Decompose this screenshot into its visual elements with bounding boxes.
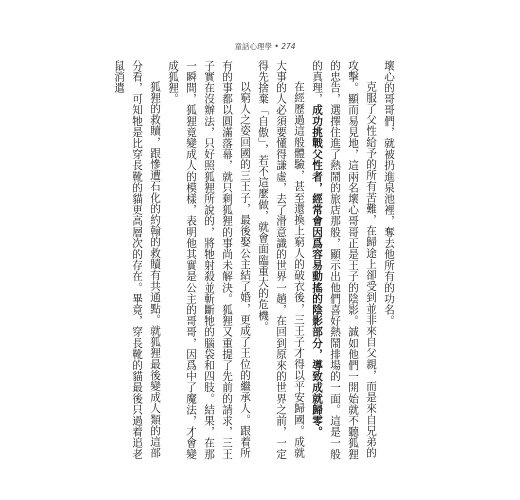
book-title: 童話心理學 — [234, 42, 272, 51]
paragraph-text: 克服了父性給予的所有苦難，在歸途上卻受到並非來自父親，而是來自兄弟的攻擊。顯而易見地，這兩名壞心哥哥正是王子的陰影。誠如他們一開始就不聽狐狸的忠告，選擇住進了熱鬧的旅店那般，顯示出他們喜好熱鬧排場的一面。這是一般的真理， — [311, 60, 377, 460]
paragraph — [110, 60, 164, 465]
paragraph-text: 在經歷過這般體驗，甚至還換上窮人的破衣後，三王子才得以平安歸國。成就大事的人必須要懂得謙虛，去了滑意識的世界一趟，在回到原來的世界之前，一定得先捨棄「自傲」，若不這麼做，就會面臨重大的危機。 — [257, 60, 305, 460]
paragraph — [254, 60, 308, 465]
vertical-text-body — [113, 60, 398, 465]
paragraph-text: 狐狸的救贖，跟慘遭石化的約翰的救贖有共通點。就狐狸最後變成人類的這部分看，可知牠是比穿長靴的貓更高層次的存在。畢竟，穿長靴的貓最後只過着追老鼠消遣 — [113, 60, 161, 460]
running-header — [190, 41, 340, 52]
paragraph-text: 以窮人之姿回國的三王子，最後娶公主結了婚，更成了王位的繼承人。跟着所有的事都以圓滿落幕，就只剩狐狸的事尚未解決。狐狸又重提了先前的請求，三王子實在沒辦法，只好照狐狸所說的，將牠射殺並斬斷牠的腦袋和四肢。結果，在那一瞬間，狐狸竟變成人的模樣，表明他其實是公主的哥哥，因爲中了魔法，才會變成狐狸。 — [167, 60, 251, 460]
paragraph — [164, 60, 254, 465]
header-bullet: • — [274, 42, 279, 51]
paragraph — [380, 60, 398, 465]
emphasized-text: 成功挑戰父性者，經常會因爲容易動搖的陰影部分，導致成就歸零。 — [311, 104, 323, 438]
paragraph-text: 壞心的哥哥們，就被扔進泉池裡，奪去他所有的功名。 — [383, 60, 395, 327]
page-number: 274 — [281, 42, 296, 51]
paragraph — [308, 60, 380, 465]
